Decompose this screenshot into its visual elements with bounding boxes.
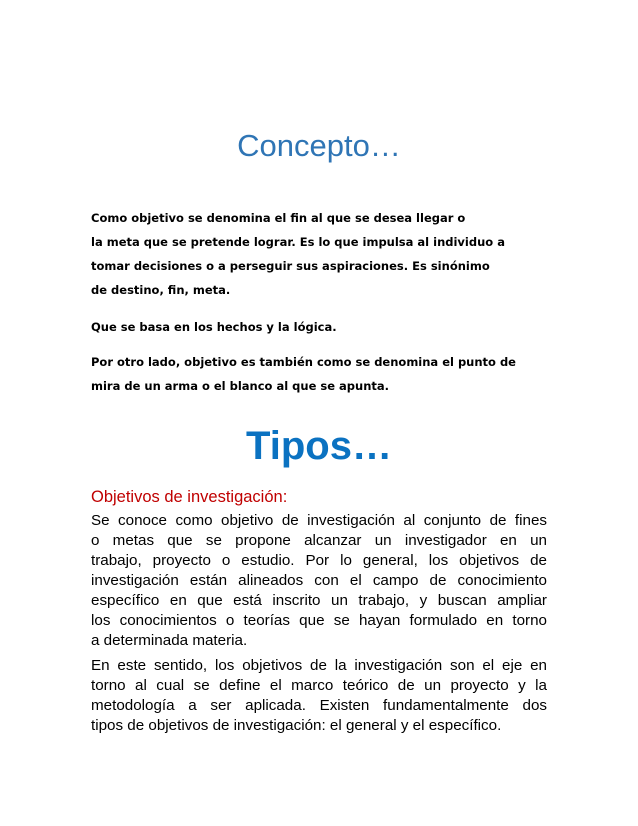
text-line: metodología a ser aplicada. Existen fundamentalmente dos [91, 697, 547, 714]
text-line: investigación están alineados con el campo de conocimiento [91, 572, 547, 589]
text-line: Por otro lado, objetivo es también como se denomina el punto de [91, 355, 516, 369]
heading-concepto: Concepto… [237, 128, 401, 163]
text-line: En este sentido, los objetivos de la investigación son el eje en [91, 657, 547, 674]
text-line: Que se basa en los hechos y la lógica. [91, 320, 337, 334]
text-line: a determinada materia. [91, 632, 248, 649]
text-line: o metas que se propone alcanzar un investigador en un [91, 532, 547, 549]
body-paragraph-sentido [91, 656, 547, 736]
text-line: Como objetivo se denomina el fin al que se desea llegar o [91, 211, 466, 225]
text-line: torno al cual se define el marco teórico de un proyecto y la [91, 677, 547, 694]
text-line: los conocimientos o teorías que se hayan formulado en torno [91, 612, 547, 629]
text-line: Se conoce como objetivo de investigación al conjunto de fines [91, 512, 547, 529]
intro-paragraph-target [91, 350, 561, 398]
text-line: mira de un arma o el blanco al que se apunta. [91, 379, 390, 393]
text-line: específico en que está inscrito un trabajo, y buscan ampliar [91, 592, 547, 609]
subheading-objetivos-investigacion: Objetivos de investigación: [91, 488, 288, 506]
intro-paragraph-basis [91, 315, 561, 339]
text-line: trabajo, proyecto o estudio. Por lo general, los objetivos de [91, 552, 547, 569]
text-line: tomar decisiones o a perseguir sus aspiraciones. Es sinónimo [91, 259, 490, 273]
heading-tipos: Tipos… [246, 424, 392, 468]
text-line: la meta que se pretende lograr. Es lo que impulsa al individuo a [91, 235, 505, 249]
body-paragraph-investigacion [91, 511, 547, 651]
text-line: de destino, fin, meta. [91, 283, 231, 297]
intro-paragraph-definition [91, 206, 561, 302]
text-line: tipos de objetivos de investigación: el general y el específico. [91, 717, 502, 734]
